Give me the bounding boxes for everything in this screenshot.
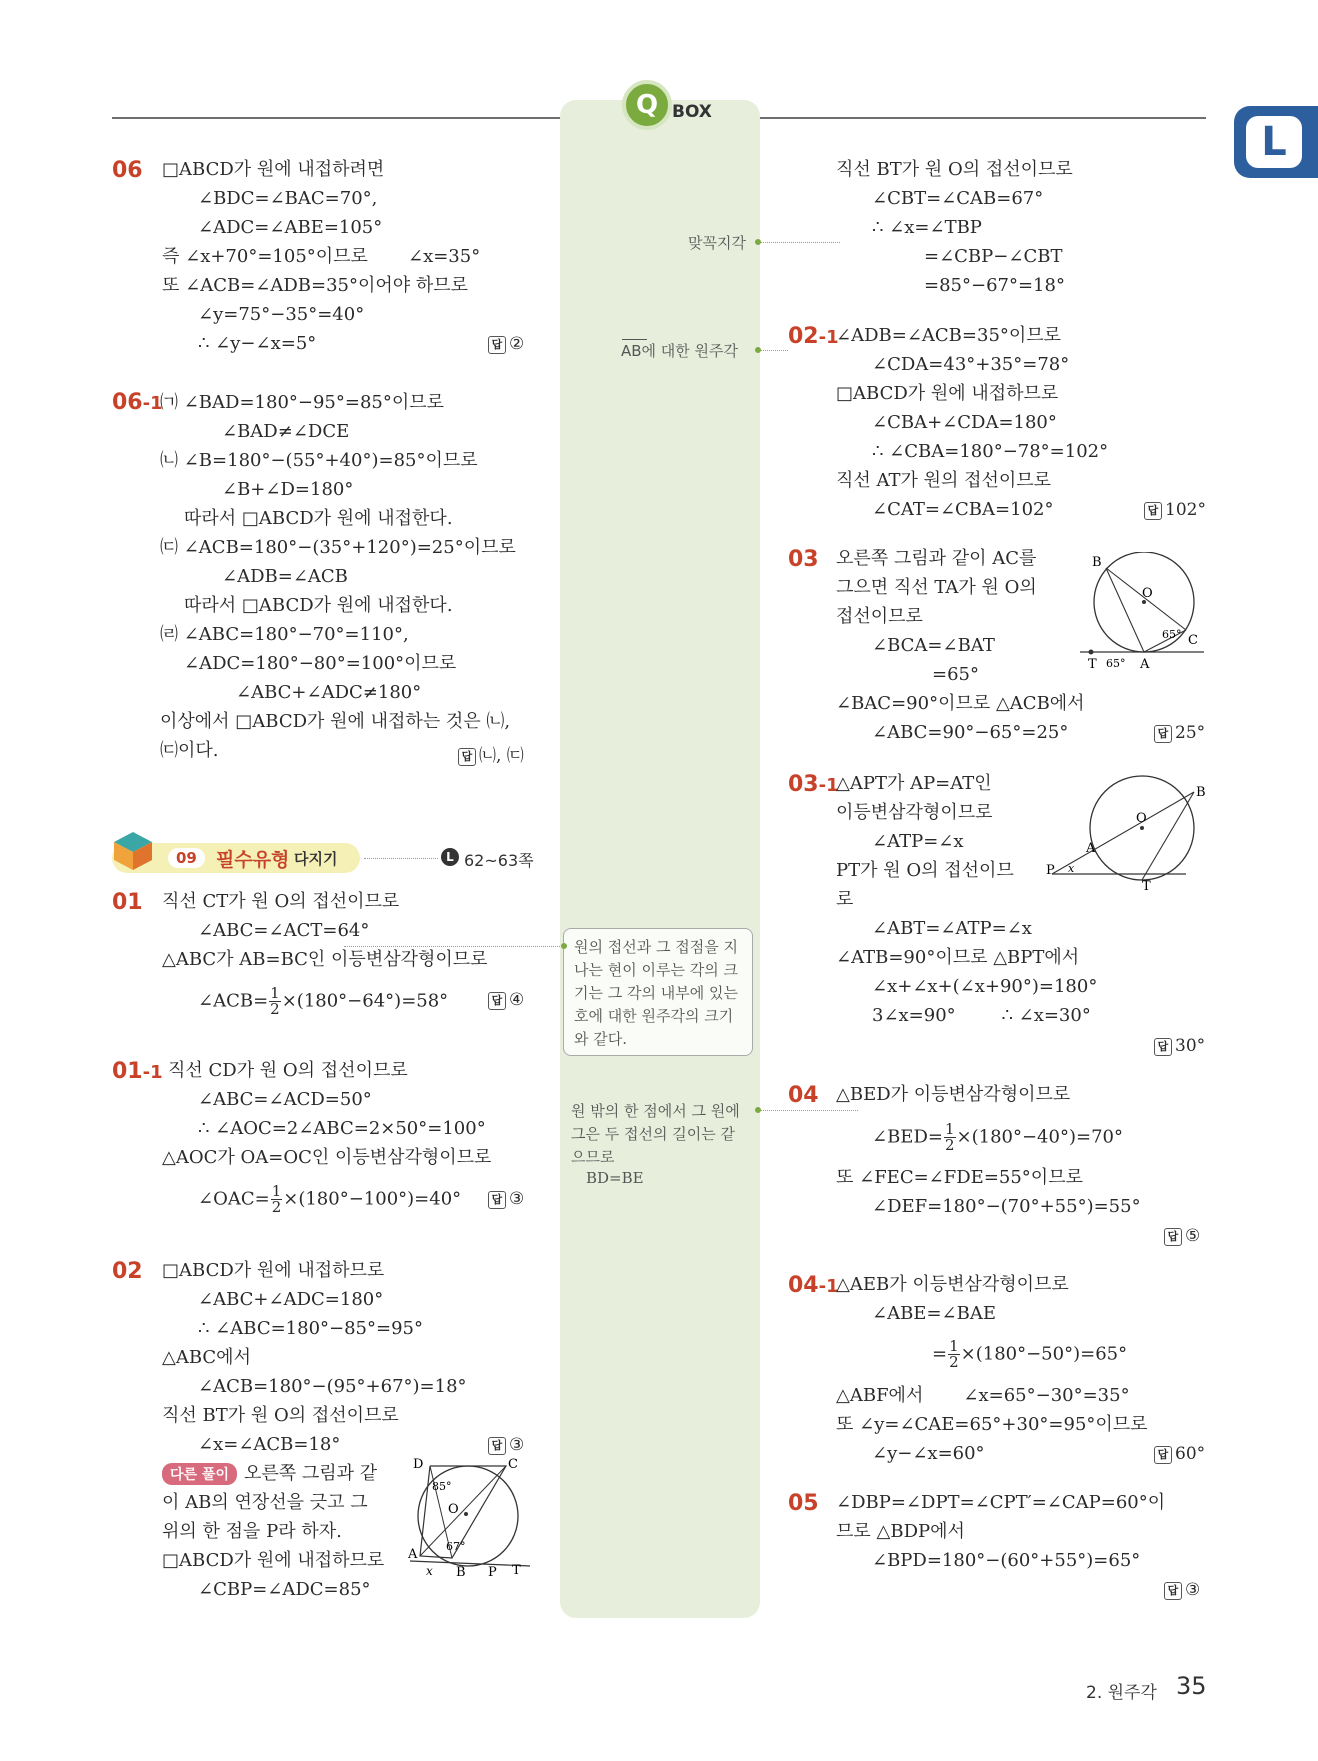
answer-icon: 답 xyxy=(1154,725,1172,743)
solution-line: △AOC가 OA=OC인 이등변삼각형이므로 xyxy=(162,1147,492,1168)
solution-line: 직선 AT가 원의 접선이므로 xyxy=(836,470,1052,491)
solution-line: ∠BAC=90°이므로 △ACB에서 xyxy=(836,693,1085,714)
qbox-badge: Q xyxy=(622,80,672,130)
solution-line: 따라서 □ABCD가 원에 내접한다. xyxy=(184,595,453,616)
solution-line: ∠ABC=90°−65°=25° xyxy=(872,722,1069,743)
answer: 답 ㈁, ㈂ xyxy=(458,741,524,766)
solution-line: 또 ∠y=∠CAE=65°+30°=95°이므로 xyxy=(836,1414,1148,1435)
solution-line: 오른쪽 그림과 같이 AC를 xyxy=(836,548,1037,569)
answer: 답 30° xyxy=(1154,1036,1205,1056)
note-line: 그은 두 접선의 길이는 같 xyxy=(571,1125,735,1143)
note-line: BD=BE xyxy=(586,1169,644,1187)
note-inscribed-angle: AB에 대한 원주각 xyxy=(621,342,739,360)
label: O xyxy=(448,1502,459,1517)
solution-line: 이 AB의 연장선을 긋고 그 xyxy=(162,1492,368,1513)
problem-number: 04-1 xyxy=(788,1273,839,1298)
solution-line: ㈁ ∠B=180°−(55°+40°)=85°이므로 xyxy=(160,450,478,471)
solution-line: =85°−67°=18° xyxy=(924,275,1065,296)
leader-line xyxy=(364,858,438,859)
label: P xyxy=(488,1565,497,1576)
leader-dot xyxy=(755,239,761,245)
equation: = $\frac{1}{2}$ ×(180°−50°)=65° xyxy=(932,1337,1128,1371)
overline xyxy=(622,339,647,340)
answer-icon: 답 xyxy=(458,748,476,766)
solution-line: ∠CBA+∠CDA=180° xyxy=(872,412,1057,433)
header-rule-left xyxy=(112,117,560,119)
problem-number: 02 xyxy=(112,1259,143,1284)
section-number: 09 xyxy=(168,848,205,868)
solution-line: ∠DEF=180°−(70°+55°)=55° xyxy=(872,1196,1141,1217)
solution-line: ∠ABC+∠ADC≠180° xyxy=(236,682,422,703)
equation: ∠OAC= $\frac{1}{2}$ ×(180°−100°)=40° xyxy=(198,1182,462,1216)
note-line: 원의 접선과 그 접점을 지 xyxy=(574,938,738,956)
answer: 답 25° xyxy=(1154,723,1205,743)
solution-line: 이상에서 □ABCD가 원에 내접하는 것은 ㈁, xyxy=(160,711,511,732)
solution-line: 오른쪽 그림과 같 xyxy=(244,1463,378,1484)
solution-line: ∠ADC=180°−80°=100°이므로 xyxy=(184,653,457,674)
solution-line: ∠y−∠x=60° xyxy=(872,1443,985,1464)
solution-line: □ABCD가 원에 내접하려면 xyxy=(162,159,385,180)
solution-line: ∴ ∠CBA=180°−78°=102° xyxy=(872,441,1109,462)
answer-icon: 답 xyxy=(488,1191,506,1209)
reference-icon: L xyxy=(441,848,459,866)
section-subtitle: 다지기 xyxy=(294,850,338,868)
circle-figure-03 xyxy=(1076,552,1208,672)
problem-number: 01-1 xyxy=(112,1059,163,1084)
solution-line: 또 ∠FEC=∠FDE=55°이므로 xyxy=(836,1167,1083,1188)
label: A xyxy=(408,1547,418,1562)
solution-line: 위의 한 점을 P라 하자. xyxy=(162,1521,342,1542)
label: x xyxy=(426,1564,433,1576)
solution-line: 직선 BT가 원 O의 접선이므로 xyxy=(836,159,1073,180)
solution-line: ∠ABC=∠ACD=50° xyxy=(198,1089,372,1110)
answer-icon: 답 xyxy=(488,992,506,1010)
alternative-solution-tag: 다른 풀이 xyxy=(162,1463,237,1485)
solution-line: 직선 BT가 원 O의 접선이므로 xyxy=(162,1405,399,1426)
solution-line: ∠ABC=∠ACT=64° xyxy=(198,920,370,941)
solution-line: △ABF에서 ∠x=65°−30°=35° xyxy=(836,1385,1130,1406)
circle-figure-031 xyxy=(1046,770,1210,892)
qbox-label: BOX xyxy=(672,102,712,122)
answer-icon: 답 xyxy=(1154,1038,1172,1056)
solution-line: △BED가 이등변삼각형이므로 xyxy=(836,1084,1071,1105)
solution-line: ∠DBP=∠DPT=∠CPT′=∠CAP=60°이 xyxy=(836,1492,1166,1513)
solution-line: 직선 CD가 원 O의 접선이므로 xyxy=(168,1060,408,1081)
answer: 답 ③ xyxy=(488,1189,524,1209)
angle-label: 65° xyxy=(1106,657,1126,670)
note-line: 기는 그 각의 내부에 있는 xyxy=(574,984,738,1002)
answer-icon: 답 xyxy=(1164,1228,1182,1246)
solution-line: PT가 원 O의 접선이므 xyxy=(836,860,1014,881)
solution-line: 므로 △BDP에서 xyxy=(836,1521,965,1542)
solution-line: ∠ATB=90°이므로 △BPT에서 xyxy=(836,947,1080,968)
solution-line: ∠BPD=180°−(60°+55°)=65° xyxy=(872,1550,1141,1571)
answer: 답 60° xyxy=(1154,1444,1205,1464)
solution-line: ∠BAD≠∠DCE xyxy=(222,421,350,442)
solution-line: 즉 ∠x+70°=105°이므로 ∠x=35° xyxy=(162,246,481,267)
problem-number: 04 xyxy=(788,1083,819,1108)
answer-icon: 답 xyxy=(488,336,506,354)
angle-label: 85° xyxy=(432,1480,452,1493)
solution-line: ∠ADB=∠ACB=35°이므로 xyxy=(836,325,1062,346)
label: C xyxy=(508,1458,518,1472)
note-vertical-angles: 맞꼭지각 xyxy=(688,234,746,252)
solution-line: □ABCD가 원에 내접하므로 xyxy=(162,1550,385,1571)
solution-line: □ABCD가 원에 내접하므로 xyxy=(162,1260,385,1281)
solution-line: ∠B+∠D=180° xyxy=(222,479,354,500)
solution-line: ∴ ∠x=∠TBP xyxy=(872,217,982,238)
angle-label: 67° xyxy=(446,1540,466,1553)
label: B xyxy=(456,1565,466,1576)
solution-line: ∠ABT=∠ATP=∠x xyxy=(872,918,1032,939)
answer-icon: 답 xyxy=(1164,1582,1182,1600)
leader-line xyxy=(758,242,840,243)
solution-line: ∴ ∠AOC=2∠ABC=2×50°=100° xyxy=(198,1118,486,1139)
problem-number: 03 xyxy=(788,547,819,572)
solution-line: △ABC가 AB=BC인 이등변삼각형이므로 xyxy=(162,949,488,970)
note-line: 원 밖의 한 점에서 그 원에 xyxy=(571,1102,740,1120)
angle-label: 65° xyxy=(1162,628,1182,641)
solution-line: ∠CDA=43°+35°=78° xyxy=(872,354,1070,375)
label: x xyxy=(1068,862,1075,875)
label: D xyxy=(413,1458,424,1472)
note-line: 와 같다. xyxy=(574,1030,628,1048)
solution-line: ∠ATP=∠x xyxy=(872,831,964,852)
solution-line: ∴ ∠y−∠x=5° xyxy=(198,333,317,354)
section-title: 필수유형 xyxy=(216,849,290,871)
answer-icon: 답 xyxy=(1154,1446,1172,1464)
note-line: 으므로 xyxy=(571,1148,615,1166)
problem-number: 06-1 xyxy=(112,390,163,415)
solution-line: 3∠x=90° ∴ ∠x=30° xyxy=(872,1005,1091,1026)
solution-line: 로 xyxy=(836,889,854,910)
answer: 답 102° xyxy=(1144,500,1206,520)
solution-line: ∠ABC+∠ADC=180° xyxy=(198,1289,384,1310)
label: T xyxy=(512,1563,521,1576)
leader-dot xyxy=(561,943,567,949)
note-line: 호에 대한 원주각의 크기 xyxy=(574,1007,734,1025)
label: B xyxy=(1092,555,1102,570)
chapter-tab-icon: L xyxy=(1246,116,1302,168)
problem-number: 01 xyxy=(112,890,143,915)
label: T xyxy=(1142,879,1151,892)
label: O xyxy=(1142,586,1153,601)
leader-line xyxy=(344,946,564,947)
answer: 답 ③ xyxy=(1164,1580,1200,1600)
leader-dot xyxy=(755,1107,761,1113)
qbox-column xyxy=(560,100,760,1618)
solution-line: ㈂ ∠ACB=180°−(35°+120°)=25°이므로 xyxy=(160,537,516,558)
solution-line: ∠x=∠ACB=18° xyxy=(198,1434,341,1455)
label: P xyxy=(1046,863,1055,878)
solution-line: ∠ACB=180°−(95°+67°)=18° xyxy=(198,1376,467,1397)
problem-number: 02-1 xyxy=(788,324,839,349)
answer: 답 ② xyxy=(488,334,524,354)
solution-line: ㈂이다. xyxy=(160,740,219,761)
label: T xyxy=(1088,657,1097,672)
label: C xyxy=(1188,633,1198,648)
solution-line: 또 ∠ACB=∠ADB=35°이어야 하므로 xyxy=(162,275,469,296)
solution-line: =∠CBP−∠CBT xyxy=(924,246,1063,267)
solution-line: ㈀ ∠BAD=180°−95°=85°이므로 xyxy=(160,392,445,413)
solution-line: ∴ ∠ABC=180°−85°=95° xyxy=(198,1318,423,1339)
solution-line: ∠BDC=∠BAC=70°, xyxy=(198,188,378,209)
solution-line: 이등변삼각형이므로 xyxy=(836,802,993,823)
solution-line: ㈃ ∠ABC=180°−70°=110°, xyxy=(160,624,409,645)
leader-line xyxy=(758,350,788,351)
answer: 답 ③ xyxy=(488,1435,524,1455)
solution-line: ∠ADB=∠ACB xyxy=(222,566,348,587)
circle-figure-02 xyxy=(408,1458,534,1576)
answer: 답 ⑤ xyxy=(1164,1226,1200,1246)
solution-line: ∠ABE=∠BAE xyxy=(872,1303,996,1324)
cube-icon xyxy=(112,830,154,872)
solution-line: 그으면 직선 TA가 원 O의 xyxy=(836,577,1037,598)
header-rule-right xyxy=(760,117,1206,119)
solution-line: 따라서 □ABCD가 원에 내접한다. xyxy=(184,508,453,529)
solution-line: ∠ADC=∠ABE=105° xyxy=(198,217,383,238)
solution-line: △ABC에서 xyxy=(162,1347,251,1368)
solution-line: =65° xyxy=(932,664,979,685)
label: O xyxy=(1136,811,1147,826)
solution-line: ∠CBP=∠ADC=85° xyxy=(198,1579,371,1600)
solution-line: ∠CBT=∠CAB=67° xyxy=(872,188,1044,209)
leader-line xyxy=(758,1110,858,1111)
reference-pages: 62~63쪽 xyxy=(464,851,534,870)
solution-line: △APT가 AP=AT인 xyxy=(836,773,992,794)
equation: ∠ACB= $\frac{1}{2}$ ×(180°−64°)=58° xyxy=(198,984,449,1018)
solution-line: ∠y=75°−35°=40° xyxy=(198,304,365,325)
answer-icon: 답 xyxy=(488,1437,506,1455)
solution-line: ∠CAT=∠CBA=102° xyxy=(872,499,1054,520)
note-line: 나는 현이 이루는 각의 크 xyxy=(574,961,738,979)
page-number: 35 xyxy=(1176,1672,1207,1700)
solution-line: □ABCD가 원에 내접하므로 xyxy=(836,383,1059,404)
problem-number: 05 xyxy=(788,1491,819,1516)
leader-dot xyxy=(755,347,761,353)
answer-icon: 답 xyxy=(1144,502,1162,520)
problem-number: 03-1 xyxy=(788,772,839,797)
solution-line: ∠BCA=∠BAT xyxy=(872,635,995,656)
footer-chapter: 2. 원주각 xyxy=(1086,1683,1157,1703)
answer: 답 ④ xyxy=(488,990,524,1010)
label: A xyxy=(1086,841,1096,856)
solution-line: △AEB가 이등변삼각형이므로 xyxy=(836,1274,1069,1295)
problem-number: 06 xyxy=(112,158,143,183)
label: B xyxy=(1196,785,1206,800)
equation: ∠BED= $\frac{1}{2}$ ×(180°−40°)=70° xyxy=(872,1120,1123,1154)
solution-line: 직선 CT가 원 O의 접선이므로 xyxy=(162,891,400,912)
solution-line: 접선이므로 xyxy=(836,606,923,627)
label: A xyxy=(1140,657,1150,672)
solution-line: ∠x+∠x+(∠x+90°)=180° xyxy=(872,976,1098,997)
